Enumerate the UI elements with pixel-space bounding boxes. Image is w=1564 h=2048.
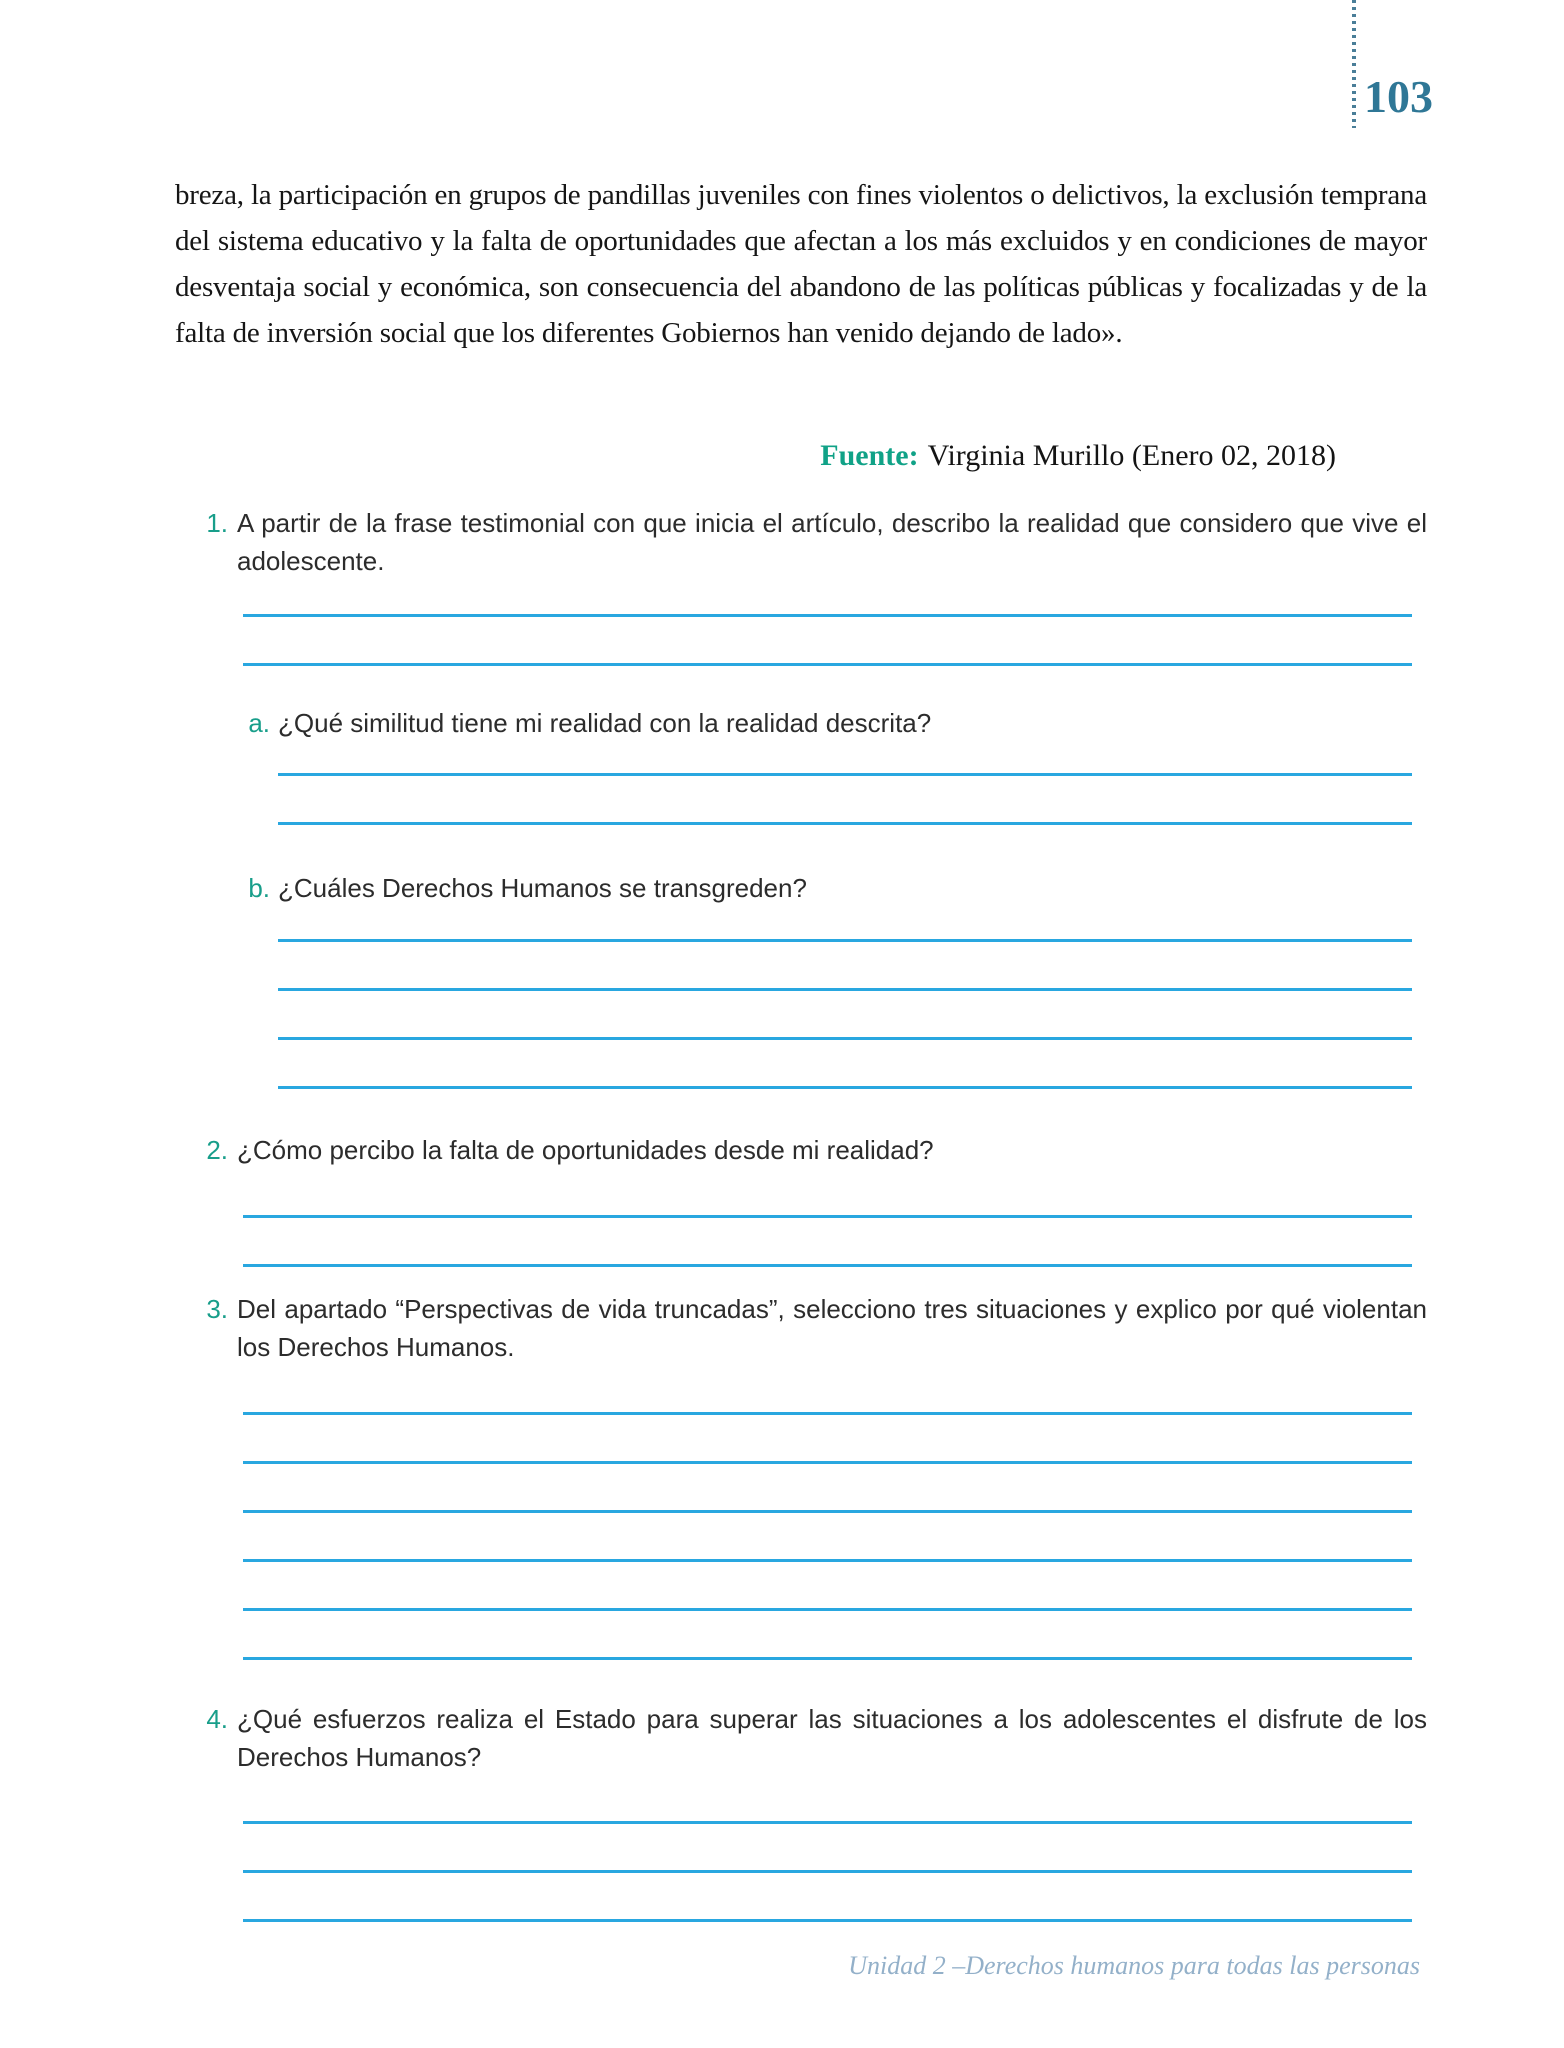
question-1a-answer-lines bbox=[278, 773, 1412, 825]
question-3-number: 3. bbox=[206, 1294, 228, 1324]
question-1b-answer-lines bbox=[278, 939, 1412, 1089]
answer-line bbox=[243, 1870, 1412, 1873]
question-2-number: 2. bbox=[206, 1135, 228, 1165]
question-1-text: A partir de la frase testimonial con que inicia el artículo, describo la realidad que considero que vive el adolescente. bbox=[237, 508, 1427, 576]
answer-line bbox=[243, 1919, 1412, 1922]
answer-line bbox=[243, 614, 1412, 617]
question-4 bbox=[175, 1700, 1427, 1776]
source-author: Virginia Murillo (Enero 02, 2018) bbox=[927, 439, 1336, 472]
footer-unit-title: Unidad 2 –Derechos humanos para todas las personas bbox=[848, 1951, 1420, 1980]
question-2-answer-lines bbox=[243, 1215, 1412, 1267]
question-3-text: Del apartado “Perspectivas de vida truncadas”, selecciono tres situaciones y explico por qué violentan los Derechos Humanos. bbox=[237, 1294, 1427, 1362]
answer-line bbox=[278, 822, 1412, 825]
answer-line bbox=[243, 1657, 1412, 1660]
answer-line bbox=[243, 1264, 1412, 1267]
answer-line bbox=[243, 663, 1412, 666]
source-line bbox=[175, 436, 1336, 476]
question-3 bbox=[175, 1290, 1427, 1366]
answer-line bbox=[278, 773, 1412, 776]
question-3-answer-lines bbox=[243, 1412, 1412, 1660]
answer-line bbox=[243, 1461, 1412, 1464]
answer-line bbox=[278, 1037, 1412, 1040]
question-1a-text: ¿Qué similitud tiene mi realidad con la realidad descrita? bbox=[278, 708, 932, 738]
question-1 bbox=[175, 504, 1427, 580]
answer-line bbox=[243, 1559, 1412, 1562]
answer-line bbox=[278, 939, 1412, 942]
page-number: 103 bbox=[1364, 71, 1433, 122]
question-4-text: ¿Qué esfuerzos realiza el Estado para superar las situaciones a los adolescentes el disfrute de los Derechos Humanos? bbox=[237, 1704, 1427, 1772]
question-1a bbox=[175, 704, 1427, 742]
question-4-answer-lines bbox=[243, 1821, 1412, 1922]
question-2 bbox=[175, 1131, 1427, 1169]
question-1-answer-lines bbox=[243, 614, 1412, 666]
answer-line bbox=[243, 1510, 1412, 1513]
question-1b bbox=[175, 869, 1427, 907]
answer-line bbox=[243, 1215, 1412, 1218]
article-paragraph: breza, la participación en grupos de pandillas juveniles con fines violentos o delictivos, la exclusión temprana del sistema educativo y la falta de oportunidades que afectan a los más excluidos y en condiciones de mayor desventaja social y económica, son consecuencia del abandono de las políticas públicas y focalizadas y de la falta de inversión social que los diferentes Gobiernos han venido dejando de lado». bbox=[175, 179, 1427, 349]
question-1b-letter: b. bbox=[248, 873, 270, 903]
answer-line bbox=[278, 988, 1412, 991]
question-4-number: 4. bbox=[206, 1704, 228, 1734]
source-label: Fuente: bbox=[820, 439, 919, 472]
answer-line bbox=[243, 1608, 1412, 1611]
corner-dotted-rule bbox=[1352, 0, 1356, 128]
question-1-number: 1. bbox=[206, 508, 228, 538]
question-1a-letter: a. bbox=[248, 708, 270, 738]
answer-line bbox=[243, 1412, 1412, 1415]
answer-line bbox=[243, 1821, 1412, 1824]
question-1b-text: ¿Cuáles Derechos Humanos se transgreden? bbox=[278, 873, 807, 903]
answer-line bbox=[278, 1086, 1412, 1089]
question-2-text: ¿Cómo percibo la falta de oportunidades desde mi realidad? bbox=[237, 1135, 934, 1165]
